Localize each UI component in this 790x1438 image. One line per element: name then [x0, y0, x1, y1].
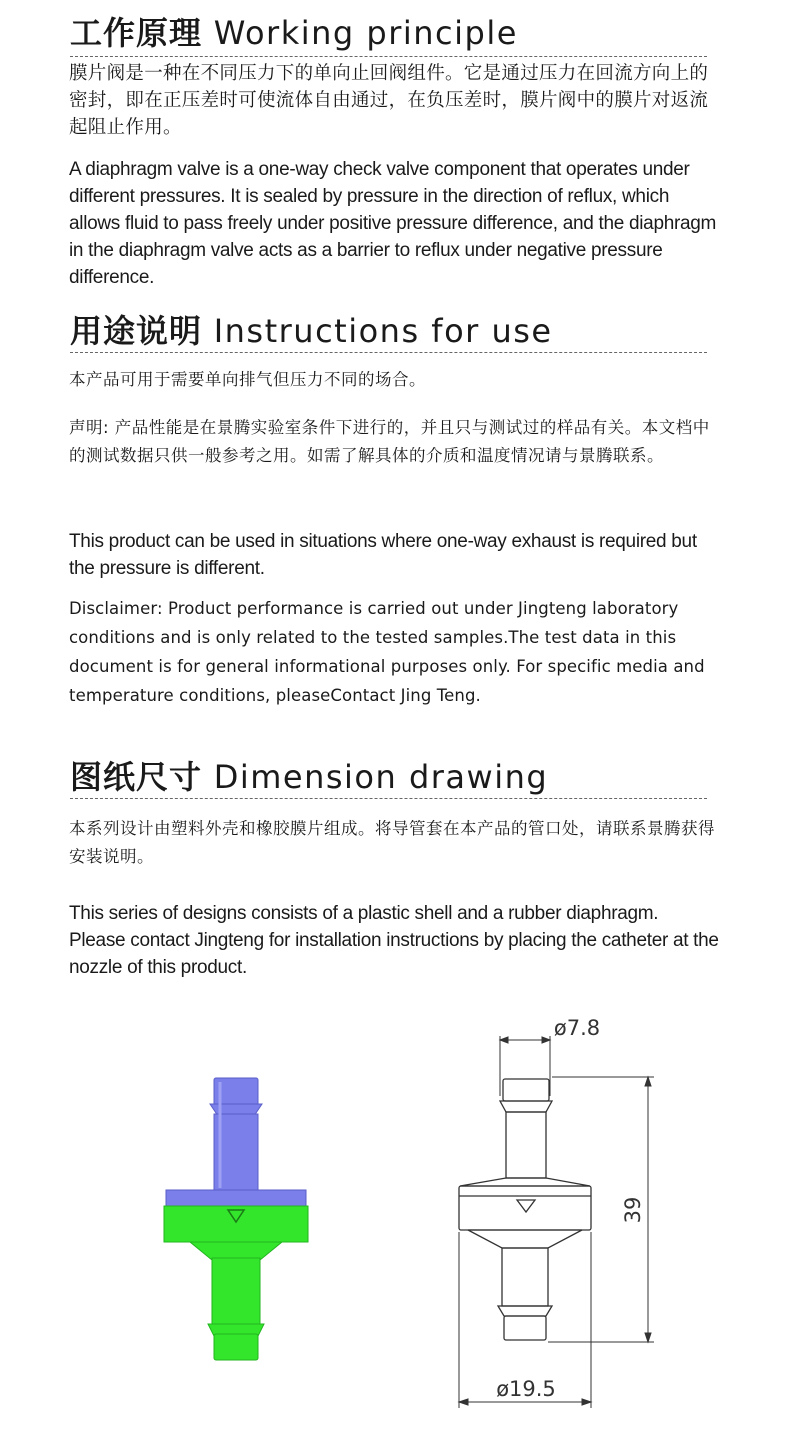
title-en: Dimension drawing [213, 758, 549, 796]
title-zh: 用途说明 [70, 312, 203, 350]
section-title-instructions [70, 306, 553, 352]
title-zh: 图纸尺寸 [70, 758, 203, 796]
section-divider [70, 56, 707, 57]
usage-text-zh: 本产品可用于需要单向排气但压力不同的场合。 [69, 370, 426, 389]
body-diameter-label: ø19.5 [496, 1377, 556, 1401]
dimension-drawing [440, 1010, 670, 1410]
title-en: Instructions for use [213, 312, 553, 350]
working-principle-text-zh: 膜片阀是一种在不同压力下的单向止回阀组件。它是通过压力在回流方向上的密封，即在正压差时可使流体自由通过，在负压差时，膜片阀中的膜片对返流起阻止作用。 [69, 63, 709, 138]
section-title-working-principle [70, 8, 518, 54]
disclaimer-text-zh: 声明: 产品性能是在景腾实验室条件下进行的，并且只与测试过的样品有关。本文档中的测试数据只供一般参考之用。如需了解具体的介质和温度情况请与景腾联系。 [69, 418, 710, 465]
title-zh: 工作原理 [70, 14, 203, 52]
section-title-dimension-drawing [70, 752, 548, 798]
valve-outline [459, 1079, 591, 1340]
usage-text-en: This product can be used in situations where one-way exhaust is required but the pressure is different. [69, 531, 697, 579]
drawing-text-zh: 本系列设计由塑料外壳和橡胶膜片组成。将导管套在本产品的管口处，请联系景腾获得安装说明。 [69, 819, 715, 866]
top-diameter-label: ø7.8 [553, 1016, 601, 1040]
drawing-text-en: This series of designs consists of a plastic shell and a rubber diaphragm. Please contact Jingteng for installation instructions by placing the catheter at the nozzle of this product. [69, 903, 719, 978]
height-label: 39 [621, 1196, 645, 1224]
valve-product-image [150, 1070, 330, 1370]
title-en: Working principle [213, 14, 518, 52]
section-divider [70, 352, 707, 353]
working-principle-text-en: A diaphragm valve is a one-way check valve component that operates under different pressures. It is sealed by pressure in the direction of reflux, which allows fluid to pass freely under positive pressure difference, and the diaphragm in the diaphragm valve acts as a barrier to reflux under negative pressure difference. [69, 159, 717, 288]
disclaimer-text-en: Disclaimer: Product performance is carried out under Jingteng laboratory conditions and is only related to the tested samples.The test data in this document is for general informational purposes only. For specific media and temperature conditions, pleaseContact Jing Teng. [69, 599, 705, 705]
section-divider [70, 798, 707, 799]
